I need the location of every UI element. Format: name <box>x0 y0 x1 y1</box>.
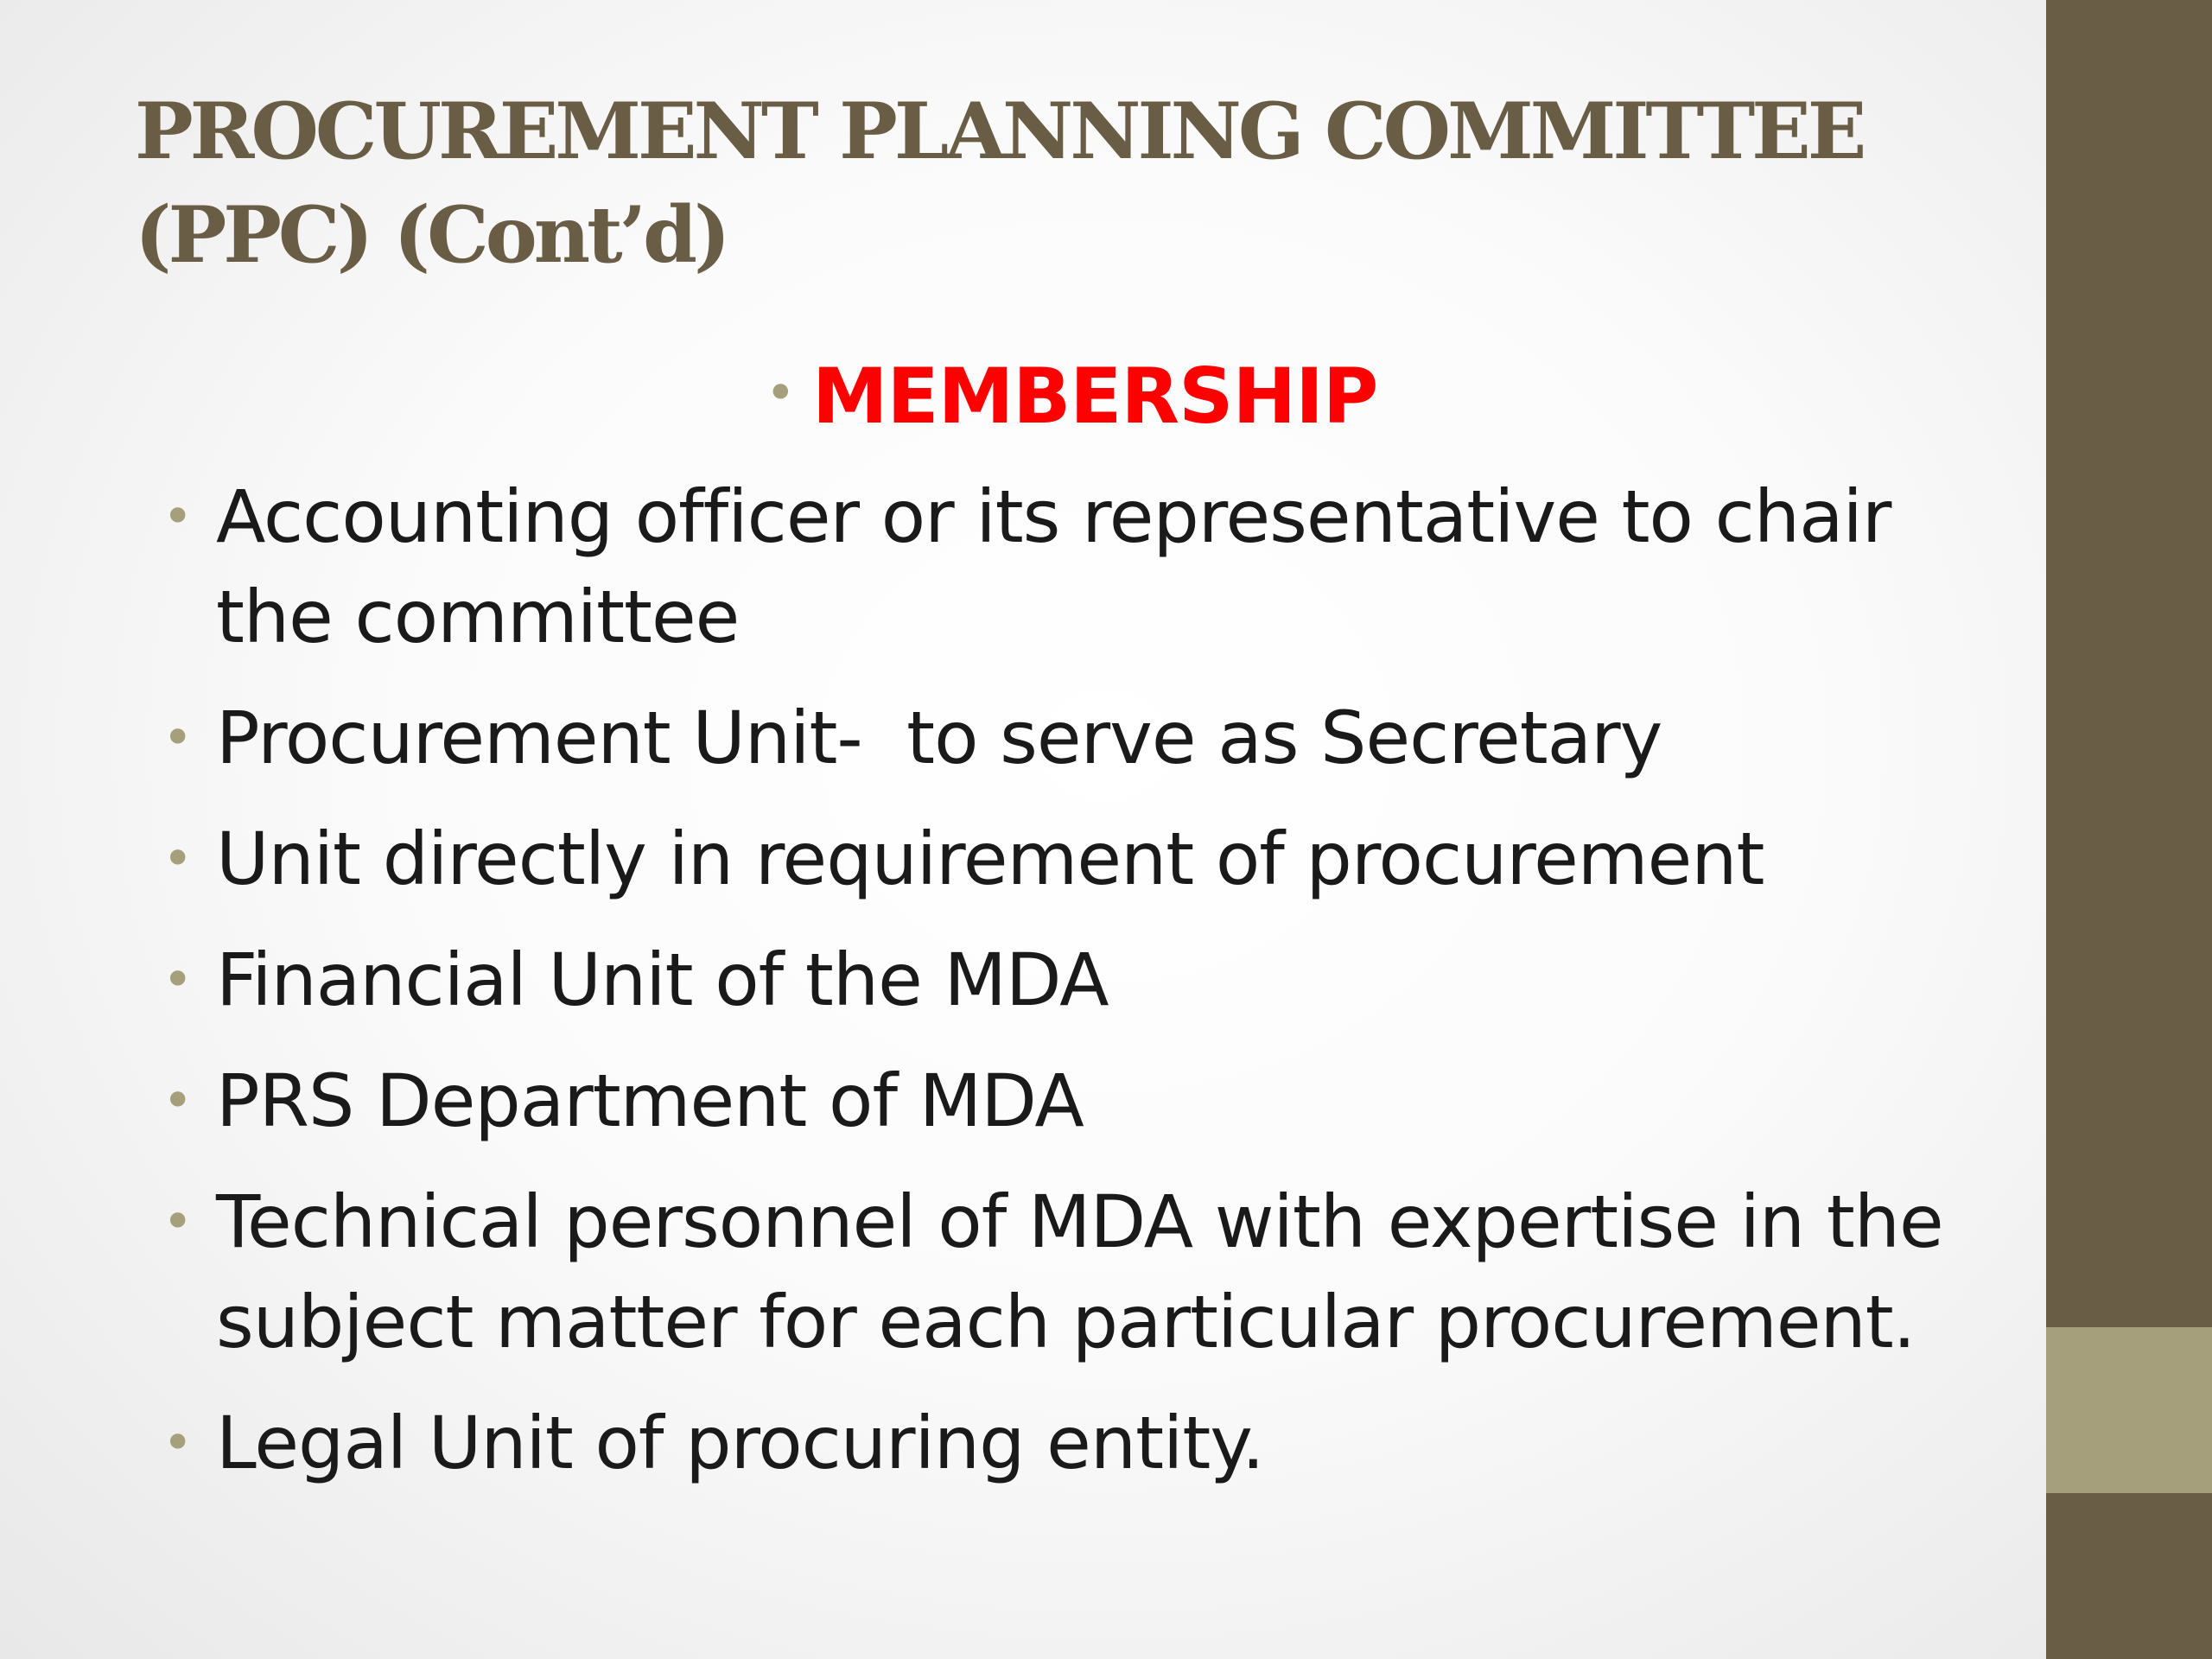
list-item <box>162 467 2012 667</box>
bullet-icon: • <box>162 708 193 768</box>
list-item-text: Unit directly in requirement of procurement <box>216 817 1764 901</box>
list-item <box>162 688 2012 788</box>
list-item-text: PRS Department of MDA <box>216 1058 1084 1143</box>
section-heading <box>0 341 2143 448</box>
slide-title: PROCUREMENT PLANNING COMMITTEE (PPC) (Cont’d) <box>135 86 1864 281</box>
list-item-text: Procurement Unit- to serve as Secretary <box>216 696 1662 780</box>
list-item-text: Legal Unit of procuring entity. <box>216 1401 1264 1485</box>
bullet-icon: • <box>765 363 795 423</box>
membership-list <box>162 467 2012 1514</box>
list-item-text: Financial Unit of the MDA <box>216 938 1109 1022</box>
list-item <box>162 1393 2012 1493</box>
bullet-icon: • <box>162 950 193 1010</box>
bullet-icon: • <box>162 486 193 547</box>
side-accent <box>2046 1327 2212 1493</box>
bullet-icon: • <box>162 1071 193 1131</box>
list-item-text: Accounting officer or its representative to chair the committee <box>216 474 1891 659</box>
list-item <box>162 1172 2012 1372</box>
bullet-icon: • <box>162 829 193 889</box>
bullet-icon: • <box>162 1192 193 1252</box>
list-item-text: Technical personnel of MDA with expertise in the subject matter for each particular procurement. <box>216 1179 1943 1364</box>
bullet-icon: • <box>162 1413 193 1473</box>
list-item <box>162 1051 2012 1151</box>
section-heading-text: MEMBERSHIP <box>811 352 1378 441</box>
list-item <box>162 930 2012 1030</box>
list-item <box>162 809 2012 909</box>
